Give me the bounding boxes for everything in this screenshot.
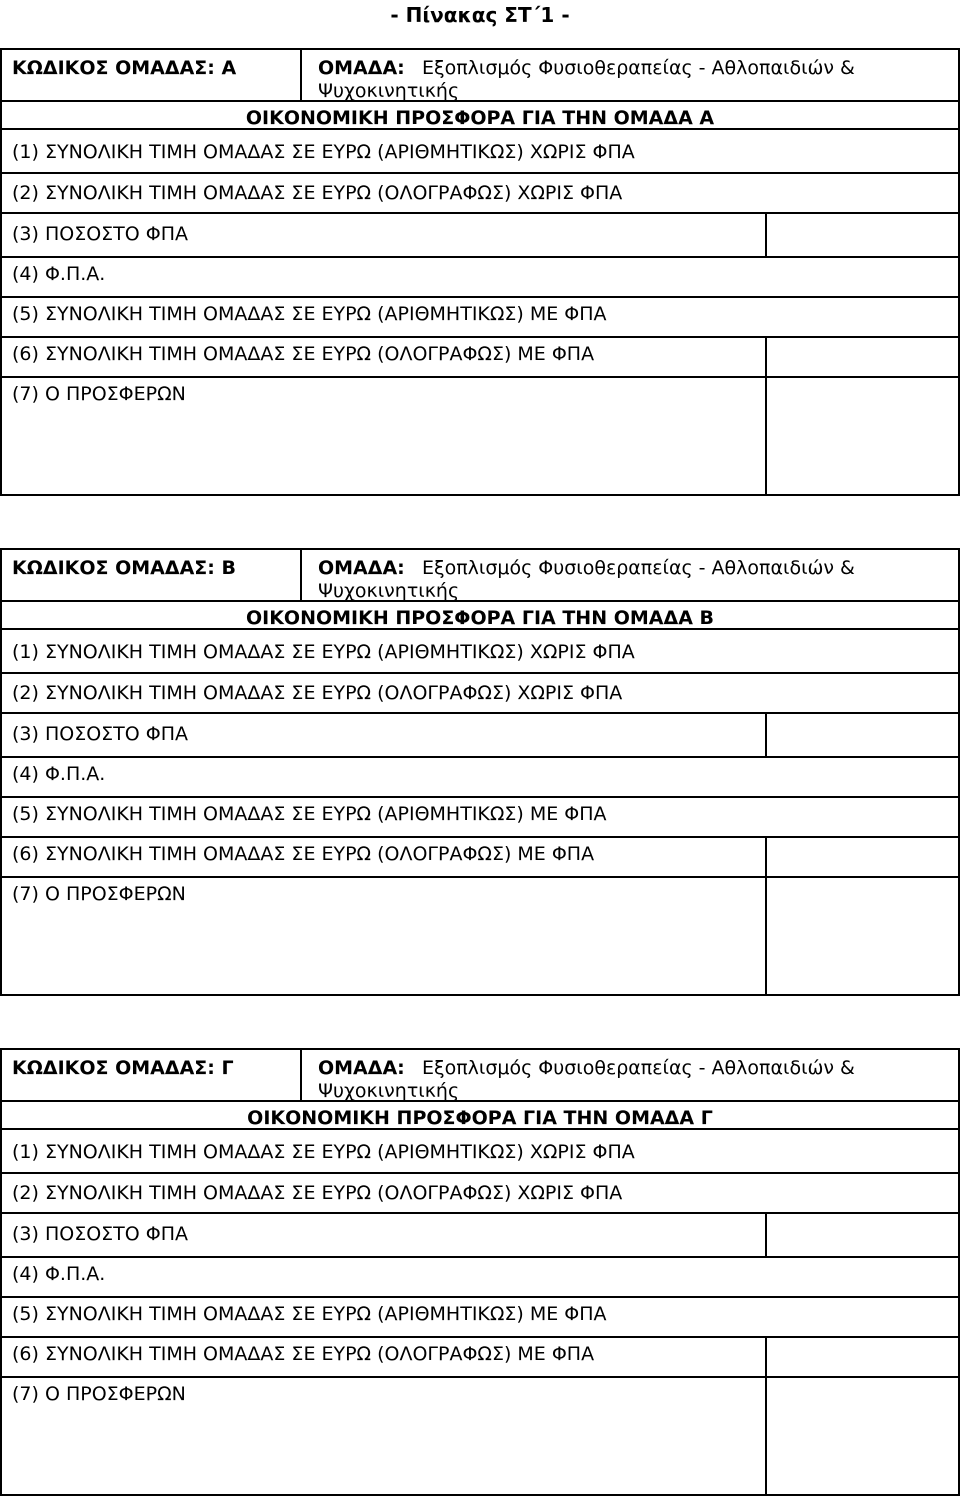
- offer-table-1: [0, 48, 960, 496]
- offer-heading: ΟΙΚΟΝΟΜΙΚΗ ΠΡΟΣΦΟΡΑ ΓΙΑ ΤΗΝ ΟΜΑΔΑ Γ: [247, 1107, 713, 1129]
- offer-row-label: (5) ΣΥΝΟΛΙΚΗ ΤΙΜΗ ΟΜΑΔΑΣ ΣΕ ΕΥΡΩ (ΑΡΙΘΜΗΤΙΚΩΣ) ΜΕ ΦΠΑ: [12, 803, 607, 825]
- group-name-label: ΟΜΑΔΑ:: [318, 557, 405, 579]
- offer-table-2: [0, 548, 960, 996]
- offer-row-label: (4) Φ.Π.Α.: [12, 263, 106, 285]
- row-divider: [0, 1172, 960, 1174]
- row-divider: [0, 1296, 960, 1298]
- offer-heading: ΟΙΚΟΝΟΜΙΚΗ ΠΡΟΣΦΟΡΑ ΓΙΑ ΤΗΝ ΟΜΑΔΑ Α: [245, 107, 715, 129]
- group-name-value-cont: Ψυχοκινητικής: [318, 80, 460, 102]
- group-code-label: ΚΩΔΙΚΟΣ ΟΜΑΔΑΣ: Γ: [12, 1057, 234, 1079]
- value-column-divider: [765, 712, 767, 756]
- offer-table-3: [0, 1048, 960, 1496]
- value-column-divider: [765, 836, 767, 996]
- row-divider: [0, 212, 960, 214]
- group-name-value: Εξοπλισμός Φυσιοθεραπείας - Αθλοπαιδιών &: [422, 557, 855, 579]
- row-divider: [0, 100, 960, 102]
- offer-row-label: (5) ΣΥΝΟΛΙΚΗ ΤΙΜΗ ΟΜΑΔΑΣ ΣΕ ΕΥΡΩ (ΑΡΙΘΜΗΤΙΚΩΣ) ΜΕ ΦΠΑ: [12, 1303, 607, 1325]
- row-divider: [0, 48, 960, 50]
- row-divider: [0, 172, 960, 174]
- offer-row-label: (3) ΠΟΣΟΣΤΟ ΦΠΑ: [12, 723, 189, 745]
- table-border-bottom: [0, 494, 960, 496]
- offer-row-label: (7) Ο ΠΡΟΣΦΕΡΩΝ: [12, 383, 186, 405]
- code-cell-divider: [300, 48, 302, 100]
- offer-row-label: (4) Φ.Π.Α.: [12, 1263, 106, 1285]
- row-divider: [0, 1256, 960, 1258]
- code-cell-divider: [300, 1048, 302, 1100]
- value-column-divider: [765, 336, 767, 496]
- offer-row-label: (5) ΣΥΝΟΛΙΚΗ ΤΙΜΗ ΟΜΑΔΑΣ ΣΕ ΕΥΡΩ (ΑΡΙΘΜΗΤΙΚΩΣ) ΜΕ ΦΠΑ: [12, 303, 607, 325]
- offer-row-label: (7) Ο ΠΡΟΣΦΕΡΩΝ: [12, 883, 186, 905]
- group-code-label: ΚΩΔΙΚΟΣ ΟΜΑΔΑΣ: Α: [12, 57, 237, 79]
- row-divider: [0, 836, 960, 838]
- group-name-value-cont: Ψυχοκινητικής: [318, 580, 460, 602]
- group-name-value-cont: Ψυχοκινητικής: [318, 1080, 460, 1102]
- group-name-value: Εξοπλισμός Φυσιοθεραπείας - Αθλοπαιδιών &: [422, 1057, 855, 1079]
- row-divider: [0, 256, 960, 258]
- table-border-bottom: [0, 1494, 960, 1496]
- row-divider: [0, 296, 960, 298]
- row-divider: [0, 1048, 960, 1050]
- row-divider: [0, 876, 960, 878]
- offer-row-label: (3) ΠΟΣΟΣΤΟ ΦΠΑ: [12, 223, 189, 245]
- row-divider: [0, 548, 960, 550]
- offer-row-label: (2) ΣΥΝΟΛΙΚΗ ΤΙΜΗ ΟΜΑΔΑΣ ΣΕ ΕΥΡΩ (ΟΛΟΓΡΑΦΩΣ) ΧΩΡΙΣ ΦΠΑ: [12, 682, 623, 704]
- row-divider: [0, 336, 960, 338]
- group-name-label: ΟΜΑΔΑ:: [318, 57, 405, 79]
- value-column-divider: [765, 212, 767, 256]
- group-name-value: Εξοπλισμός Φυσιοθεραπείας - Αθλοπαιδιών &: [422, 57, 855, 79]
- offer-row-label: (7) Ο ΠΡΟΣΦΕΡΩΝ: [12, 1383, 186, 1405]
- offer-row-label: (2) ΣΥΝΟΛΙΚΗ ΤΙΜΗ ΟΜΑΔΑΣ ΣΕ ΕΥΡΩ (ΟΛΟΓΡΑΦΩΣ) ΧΩΡΙΣ ΦΠΑ: [12, 182, 623, 204]
- group-code-label: ΚΩΔΙΚΟΣ ΟΜΑΔΑΣ: Β: [12, 557, 236, 579]
- value-column-divider: [765, 1336, 767, 1496]
- code-cell-divider: [300, 548, 302, 600]
- page-title: - Πίνακας ΣΤ΄1 -: [390, 3, 570, 27]
- offer-row-label: (1) ΣΥΝΟΛΙΚΗ ΤΙΜΗ ΟΜΑΔΑΣ ΣΕ ΕΥΡΩ (ΑΡΙΘΜΗΤΙΚΩΣ) ΧΩΡΙΣ ΦΠΑ: [12, 1141, 635, 1163]
- table-border-bottom: [0, 994, 960, 996]
- offer-row-label: (4) Φ.Π.Α.: [12, 763, 106, 785]
- offer-row-label: (3) ΠΟΣΟΣΤΟ ΦΠΑ: [12, 1223, 189, 1245]
- row-divider: [0, 756, 960, 758]
- offer-row-label: (2) ΣΥΝΟΛΙΚΗ ΤΙΜΗ ΟΜΑΔΑΣ ΣΕ ΕΥΡΩ (ΟΛΟΓΡΑΦΩΣ) ΧΩΡΙΣ ΦΠΑ: [12, 1182, 623, 1204]
- offer-row-label: (6) ΣΥΝΟΛΙΚΗ ΤΙΜΗ ΟΜΑΔΑΣ ΣΕ ΕΥΡΩ (ΟΛΟΓΡΑΦΩΣ) ΜΕ ΦΠΑ: [12, 1343, 595, 1365]
- row-divider: [0, 1212, 960, 1214]
- row-divider: [0, 672, 960, 674]
- offer-row-label: (1) ΣΥΝΟΛΙΚΗ ΤΙΜΗ ΟΜΑΔΑΣ ΣΕ ΕΥΡΩ (ΑΡΙΘΜΗΤΙΚΩΣ) ΧΩΡΙΣ ΦΠΑ: [12, 141, 635, 163]
- group-name-label: ΟΜΑΔΑ:: [318, 1057, 405, 1079]
- offer-row-label: (1) ΣΥΝΟΛΙΚΗ ΤΙΜΗ ΟΜΑΔΑΣ ΣΕ ΕΥΡΩ (ΑΡΙΘΜΗΤΙΚΩΣ) ΧΩΡΙΣ ΦΠΑ: [12, 641, 635, 663]
- row-divider: [0, 600, 960, 602]
- value-column-divider: [765, 1212, 767, 1256]
- row-divider: [0, 712, 960, 714]
- row-divider: [0, 796, 960, 798]
- offer-row-label: (6) ΣΥΝΟΛΙΚΗ ΤΙΜΗ ΟΜΑΔΑΣ ΣΕ ΕΥΡΩ (ΟΛΟΓΡΑΦΩΣ) ΜΕ ΦΠΑ: [12, 343, 595, 365]
- row-divider: [0, 1336, 960, 1338]
- row-divider: [0, 376, 960, 378]
- offer-row-label: (6) ΣΥΝΟΛΙΚΗ ΤΙΜΗ ΟΜΑΔΑΣ ΣΕ ΕΥΡΩ (ΟΛΟΓΡΑΦΩΣ) ΜΕ ΦΠΑ: [12, 843, 595, 865]
- offer-heading: ΟΙΚΟΝΟΜΙΚΗ ΠΡΟΣΦΟΡΑ ΓΙΑ ΤΗΝ ΟΜΑΔΑ Β: [245, 607, 714, 629]
- row-divider: [0, 1100, 960, 1102]
- row-divider: [0, 1376, 960, 1378]
